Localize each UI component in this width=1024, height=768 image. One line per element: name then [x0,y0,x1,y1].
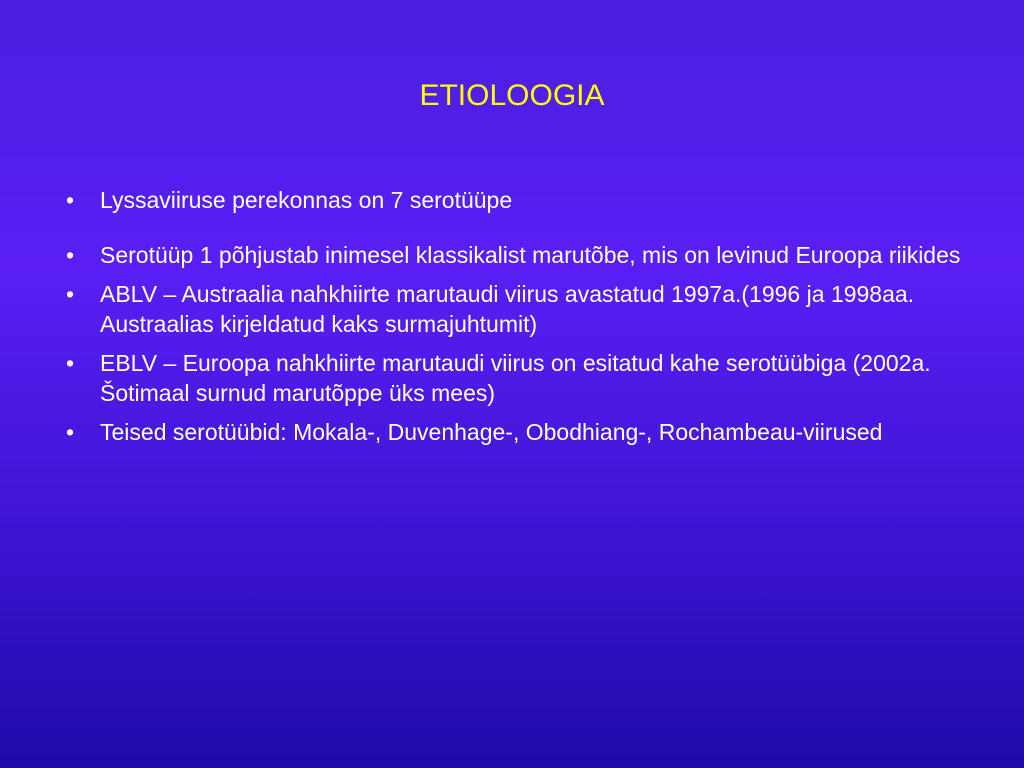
bullet-text: ABLV – Austraalia nahkhiirte marutaudi viirus avastatud 1997a.(1996 ja 1998aa. Austraalias kirjeldatud kaks surmajuhtumit) [100,281,915,337]
bullet-text: Lyssaviiruse perekonnas on 7 serotüüpe [100,187,513,213]
bullet-text: Serotüüp 1 põhjustab inimesel klassikalist marutõbe, mis on levinud Euroopa riikides [100,242,961,268]
bullet-marker-icon: • [65,242,75,268]
bullet-text: EBLV – Euroopa nahkhiirte marutaudi viirus on esitatud kahe serotüübiga (2002a. Šotimaal surnud marutõppe üks mees) [100,350,931,406]
bullet-marker-icon: • [65,281,75,307]
bullet-marker-icon: • [65,350,75,376]
bullet-marker-icon: • [65,187,75,213]
bullet-list [60,185,990,456]
slide-title: ETIOLOOGIA [419,79,605,112]
bullet-item [60,348,990,408]
bullet-item [60,185,990,215]
bullet-item [60,240,990,270]
bullet-item [60,279,990,339]
bullet-text: Teised serotüübid: Mokala-, Duvenhage-, Obodhiang-, Rochambeau-viirused [100,419,883,445]
bullet-marker-icon: • [65,419,75,445]
bullet-item [60,417,990,447]
